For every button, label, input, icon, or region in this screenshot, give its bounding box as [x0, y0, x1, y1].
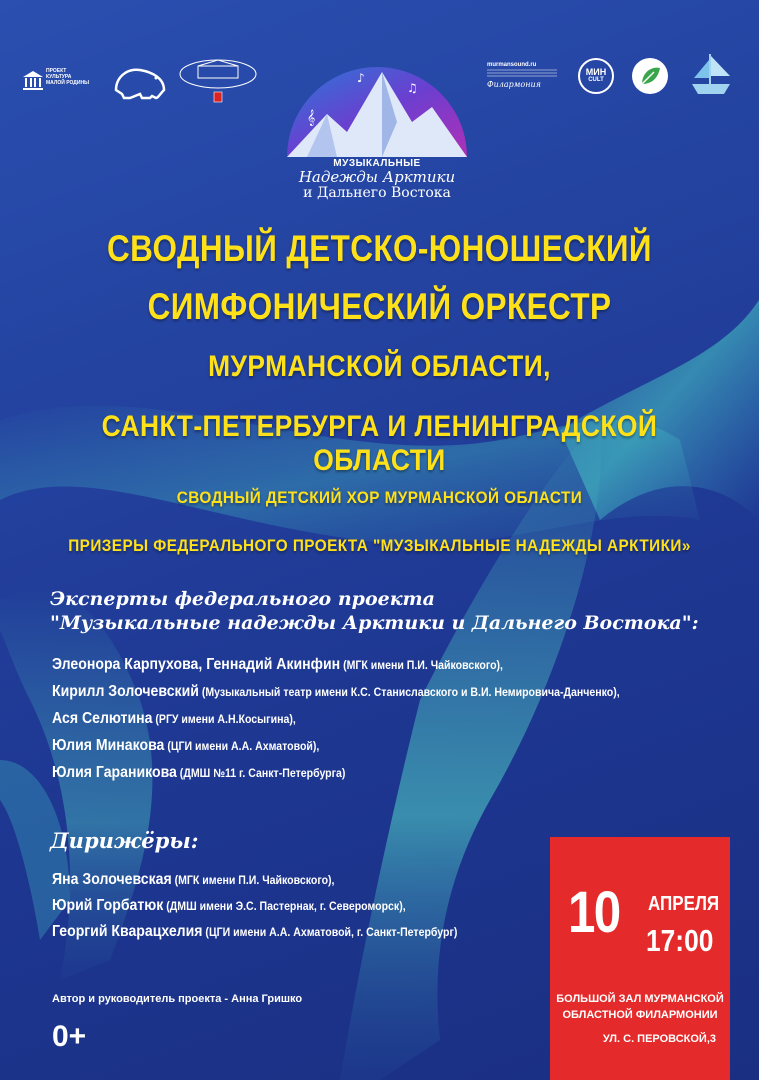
ministry-culture-logo [578, 58, 614, 94]
event-date-box [550, 837, 730, 1080]
expert-name: Элеонора Карпухова, Геннадий Акинфин [52, 656, 341, 673]
list-item [52, 897, 457, 923]
festival-logo-line-3: и Дальнего Востока [303, 185, 451, 201]
leaf-emblem-logo [630, 56, 670, 96]
expert-affiliation: (ДМШ №11 г. Санкт-Петербурга) [176, 766, 346, 780]
ministry-logo-top: МИН [585, 67, 607, 77]
expert-affiliation: (Музыкальный театр имени К.С. Станиславского и В.И. Немировича-Данченко), [198, 685, 620, 699]
list-item [52, 923, 457, 949]
ministry-logo-bottom: CULT [588, 77, 604, 83]
author-credit: Автор и руководитель проекта - Анна Гришко [52, 993, 303, 1005]
philharmonic-url: murmansound.ru [487, 62, 537, 68]
culture-logo-line-3: МАЛОЙ РОДИНЫ [46, 80, 89, 86]
philharmonic-logo [487, 62, 567, 92]
expert-name: Юлия Гараникова [52, 764, 177, 781]
list-item [52, 710, 620, 737]
festival-logo-line-1: МУЗЫКАЛЬНЫЕ [333, 158, 421, 169]
experts-heading-1: Эксперты федерального проекта [50, 588, 435, 610]
event-venue [550, 991, 730, 1023]
experts-heading-2: "Музыкальные надежды Арктики и Дальнего Востока": [50, 612, 699, 634]
expert-name: Кирилл Золочевский [52, 683, 199, 700]
title-line-2: СИМФОНИЧЕСКИЙ ОРКЕСТР [147, 286, 612, 327]
festival-logo-text [287, 158, 467, 202]
subtitle-choir: СВОДНЫЙ ДЕТСКИЙ ХОР МУРМАНСКОЙ ОБЛАСТИ [176, 488, 583, 507]
event-venue-line-2: ОБЛАСТНОЙ ФИЛАРМОНИИ [562, 1009, 718, 1021]
festival-logo-line-2: Надежды Арктики [298, 168, 456, 186]
title-line-3: МУРМАНСКОЙ ОБЛАСТИ, [208, 350, 551, 383]
list-item [52, 683, 620, 710]
age-rating: 0+ [52, 1020, 87, 1053]
conductor-affiliation: (МГК имени П.И. Чайковского), [171, 873, 335, 887]
expert-affiliation: (ЦГИ имени А.А. Ахматовой), [164, 739, 320, 753]
event-month: АПРЕЛЯ [648, 893, 720, 915]
event-time: 17:00 [646, 923, 714, 958]
conductor-affiliation: (ДМШ имени Э.С. Пастернак, г. Североморск), [163, 899, 406, 913]
list-item [52, 764, 620, 791]
conductor-name: Яна Золочевская [52, 871, 172, 888]
list-item [52, 871, 457, 897]
treble-clef-icon: 𝄞 [307, 110, 316, 126]
expert-name: Юлия Минакова [52, 737, 165, 754]
title-line-4: САНКТ-ПЕТЕРБУРГА И ЛЕНИНГРАДСКОЙ ОБЛАСТИ [101, 410, 658, 477]
expert-name: Ася Селютина [52, 710, 153, 727]
museum-icon [22, 70, 44, 92]
government-building-logo [178, 56, 258, 106]
music-note-icon-2: ♫ [407, 81, 418, 95]
expert-affiliation: (РГУ имени А.Н.Косыгина), [152, 712, 296, 726]
subtitle-winners: ПРИЗЕРЫ ФЕДЕРАЛЬНОГО ПРОЕКТА "МУЗЫКАЛЬНЫЕ НАДЕЖДЫ АРКТИКИ» [68, 536, 691, 555]
event-address: УЛ. С. ПЕРОВСКОЙ,3 [602, 1033, 716, 1045]
culture-project-logo [22, 66, 92, 96]
music-note-icon: ♪ [357, 71, 365, 85]
list-item [52, 656, 620, 683]
conductor-name: Георгий Кварацхелия [52, 923, 203, 940]
staff-lines-icon [487, 68, 557, 80]
event-venue-line-1: БОЛЬШОЙ ЗАЛ МУРМАНСКОЙ [556, 993, 724, 1005]
conductors-heading: Дирижёры: [50, 828, 199, 853]
list-item [52, 737, 620, 764]
culture-logo-line-2: КУЛЬТУРА [46, 74, 72, 80]
ship-logo [684, 50, 738, 100]
conductor-affiliation: (ЦГИ имени А.А. Ахматовой, г. Санкт-Петербург) [202, 925, 458, 939]
conductors-list [52, 871, 513, 949]
conductor-name: Юрий Горбатюк [52, 897, 164, 914]
experts-list [52, 656, 697, 791]
title-line-1: СВОДНЫЙ ДЕТСКО-ЮНОШЕСКИЙ [107, 228, 652, 269]
culture-logo-line-1: ПРОЕКТ [46, 68, 67, 74]
expert-affiliation: (МГК имени П.И. Чайковского), [340, 658, 503, 672]
event-day: 10 [568, 880, 620, 945]
philharmonic-name: Филармония [487, 80, 541, 89]
polar-bear-logo [112, 60, 168, 102]
